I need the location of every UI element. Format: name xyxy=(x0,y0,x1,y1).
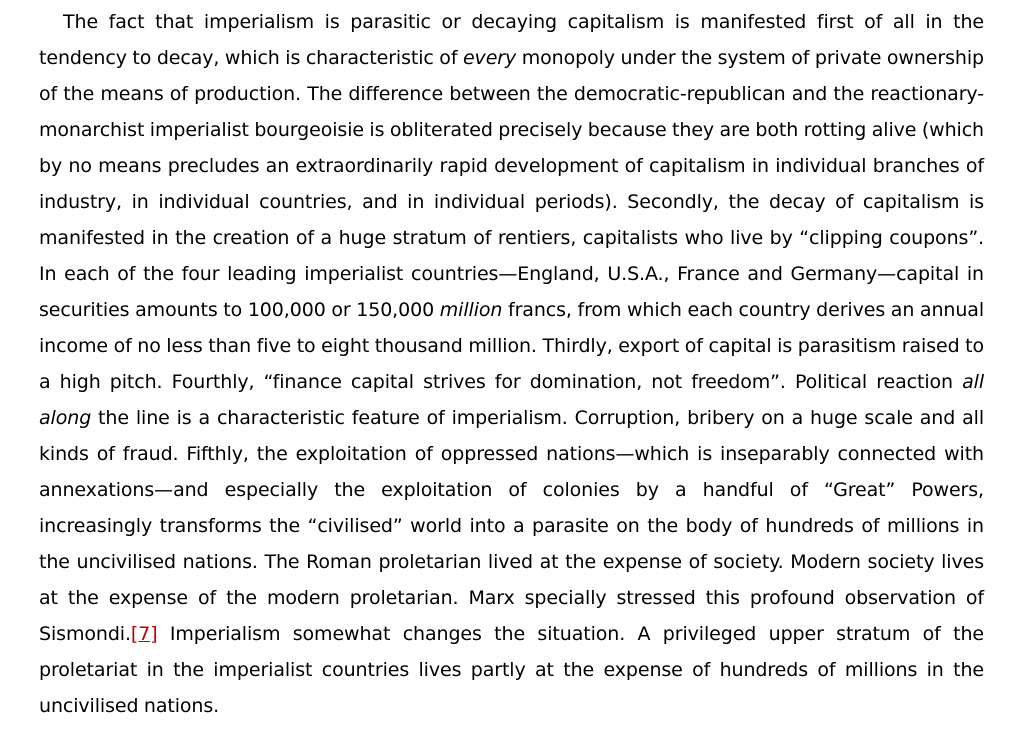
paragraph-text-3: francs, from which each country derives an annual income of no less than five to eight thousand million. Thirdly, export of capital is parasitism raised to a high pitch. Fourthly, “finance capital strives for domination, not freedom”. Political reaction xyxy=(39,299,985,393)
footnote-link-7[interactable]: [7] xyxy=(130,623,158,645)
paragraph-text-4: the line is a characteristic feature of imperialism. Corruption, bribery on a huge scale and all kinds of fraud. Fifthly, the exploitation of oppressed nations—which is inseparably connected with annexations—and especially the exploitation of colonies by a handful of “Great” Powers, increasingly transforms the “civilised” world into a parasite on the body of hundreds of millions in the uncivilised nations. The Roman proletarian lived at the expense of society. Modern society lives at the expense of the modern proletarian. Marx specially stressed this profound observation of Sismondi. xyxy=(39,407,984,645)
paragraph-text-1: The fact that imperialism is parasitic or decaying capitalism is manifested first of all in the tendency to decay, which is characteristic of xyxy=(39,11,984,69)
paragraph-text-2: monopoly under the system of private ownership of the means of production. The difference between the democratic-republican and the reactionary-monarchist imperialist bourgeoisie is obliterated precisely because they are both rotting alive (which by no means precludes an extraordinarily rapid development of capitalism in individual branches of industry, in individual countries, and in individual periods). Secondly, the decay of capitalism is manifested in the creation of a huge stratum of rentiers, capitalists who live by “clipping coupons”. In each of the four leading imperialist countries—England, U.S.A., France and Germany—capital in securities amounts to 100,000 or 150,000 xyxy=(39,47,984,321)
emphasis-all-along: all along xyxy=(39,371,984,429)
paragraph-text-5: Imperialism somewhat changes the situation. A privileged upper stratum of the proletariat in the imperialist countries lives partly at the expense of hundreds of millions in the uncivilised nations. xyxy=(39,623,984,717)
emphasis-million: million xyxy=(439,299,503,321)
emphasis-every: every xyxy=(462,47,517,69)
body-paragraph xyxy=(39,4,984,724)
